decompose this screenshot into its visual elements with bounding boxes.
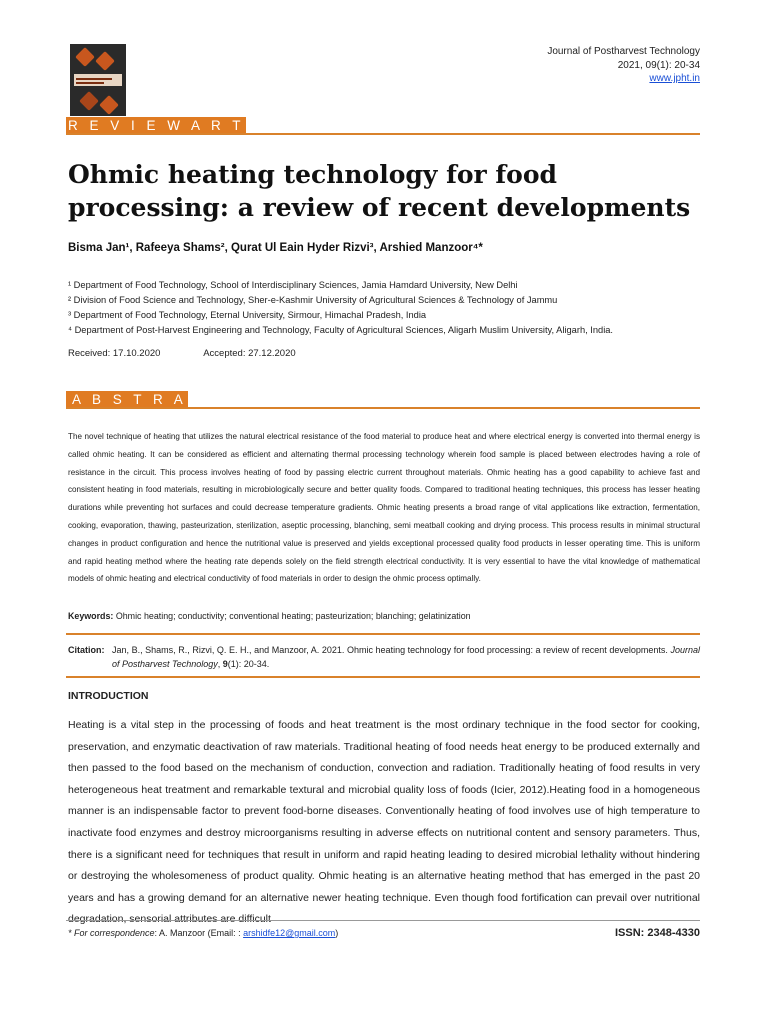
- citation-journal: Journal of Postharvest Technology: [112, 645, 700, 669]
- keywords-label: Keywords:: [68, 611, 114, 621]
- keywords-text: Ohmic heating; conductivity; conventional heating; pasteurization; blanching; gelatinization: [115, 611, 471, 621]
- affiliation-item: ⁴ Department of Post-Harvest Engineering and Technology, Faculty of Agricultural Sciences, Aligarh Muslim University, Aligarh, India.: [68, 325, 614, 335]
- citation-label: Citation:: [68, 645, 105, 655]
- issn-number: ISSN: 2348-4330: [615, 927, 700, 939]
- introduction-text: Heating is a vital step in the processing of foods and heat treatment is the most ordinary technique in the food sector for cooking, preservation, and enzymatic deactivation of raw materials. Traditional heating of food needs heat energy to be produced externally and then passed to the food based on the mechanism of conduction, convection and radiation. Traditionally heating of food results in very heterogeneous heat treatment and remarkable textural and microbial quality loss of foods (Icier, 2012).Heating food in a homogeneous manner is an indispensable factor to prevent food-borne diseases. Conventionally heating of food involves use of high temperature to inactivate food enzymes and destroy microorganisms resulting in adverse effects on nutritional content and sensory parameters. Thus, there is a significant need for techniques that result in uniform and rapid heating leading to desired microbial lethality without hindering or destroying the wholesomeness of product quality. Ohmic heating is an alternative heating method that has emerged in the past 20 years and has a growing demand for an alternative newer heating technique. Even though food fortification can prevail over nutritional: [68, 719, 700, 904]
- footer-divider: [66, 920, 700, 921]
- journal-name: Journal of Postharvest Technology: [547, 46, 700, 57]
- journal-cover-image: [70, 44, 126, 116]
- journal-issue: 2021, 09(1): 20-34: [617, 59, 700, 71]
- abstract-text: The novel technique of heating that utilizes the natural electrical resistance of the food material to produce heat and where electrical energy is converted into thermal energy is called ohmic heating. It can be considered as efficient and alternating thermal processing technology wherein food sample is placed between electrodes having a role of resistance in the circuit. This process involves heating of food by passing electric current throughout materials. Ohmic heating has a good capability to achieve fast and consistent heating in food materials, resulting in microbiologically secure and better quality foods. Compared to traditional heating techniques, this process has lesser heating durations while preventing hot surfaces and could decrease temperature gradients. Ohmic heating presents a broad range of vital applications like extraction, fermentation, cooking, evaporation, thawing, pasteurization, sterilization, aseptic processing, blanching, semi meatball cooking and drying process. This process results in minimal structural changes in product configuration and hence the nutritional value is preserved and yields exceptional processed quality food products in lesser operating time. This is uniform and rapid heating method where the heating rate depends solely on the field strength electrical conductivity. It is very essential to have the vital knowledge of mathematical models of ohmic heating and electrical conductivity of food materials in order to design the ohmic process optimally.: [68, 432, 700, 584]
- article-type-label: R E V I E W A R T I C L E: [68, 118, 245, 150]
- received-date: Received: 17.10.2020: [68, 348, 161, 359]
- abstract-heading: A B S T R A C T: [66, 391, 188, 408]
- author-list: Bisma Jan¹, Rafeeya Shams², Qurat Ul Eain Hyder Rizvi³, Arshied Manzoor⁴*: [68, 242, 483, 254]
- affiliation-item: ³ Department of Food Technology, Eternal University, Sirmour, Himachal Pradesh, India: [68, 310, 427, 320]
- journal-url-link[interactable]: www.jpht.in: [649, 73, 700, 84]
- email-link[interactable]: arshidfe12@gmail.com: [243, 928, 336, 938]
- keywords-divider: [66, 633, 700, 635]
- footnote-label: * For correspondence: [68, 928, 155, 938]
- introduction-heading: INTRODUCTION: [68, 690, 149, 702]
- citation-text: Jan, B., Shams, R., Rizvi, Q. E. H., and Manzoor, A. 2021. Ohmic heating technology for food processing: a review of recent developments. Journal of Postharvest Technology, 9(1): 20-34.: [112, 645, 700, 669]
- abstract-divider: [66, 407, 700, 409]
- header-divider: [66, 133, 700, 135]
- citation-divider: [66, 676, 700, 678]
- article-title: Ohmic heating technology for food processing: a review of recent developments: [68, 160, 691, 222]
- citation-block: [68, 643, 700, 671]
- submission-dates: [68, 348, 296, 359]
- accepted-date: Accepted: 27.12.2020: [203, 348, 296, 359]
- affiliations: [68, 278, 613, 338]
- correspondence-footnote: * For correspondence: A. Manzoor (Email: : arshidfe12@gmail.com): [68, 928, 339, 938]
- citation-pages: (1): 20-34.: [227, 659, 270, 669]
- journal-header: [547, 45, 700, 86]
- affiliation-item: ² Division of Food Science and Technology, Sher-e-Kashmir University of Agricultural Sciences & Technology of Jammu: [68, 295, 558, 305]
- citation-volume: 9: [222, 659, 228, 669]
- keywords: [68, 611, 471, 621]
- affiliation-item: ¹ Department of Food Technology, School of Interdisciplinary Sciences, Jamia Hamdard University, New Delhi: [68, 280, 518, 290]
